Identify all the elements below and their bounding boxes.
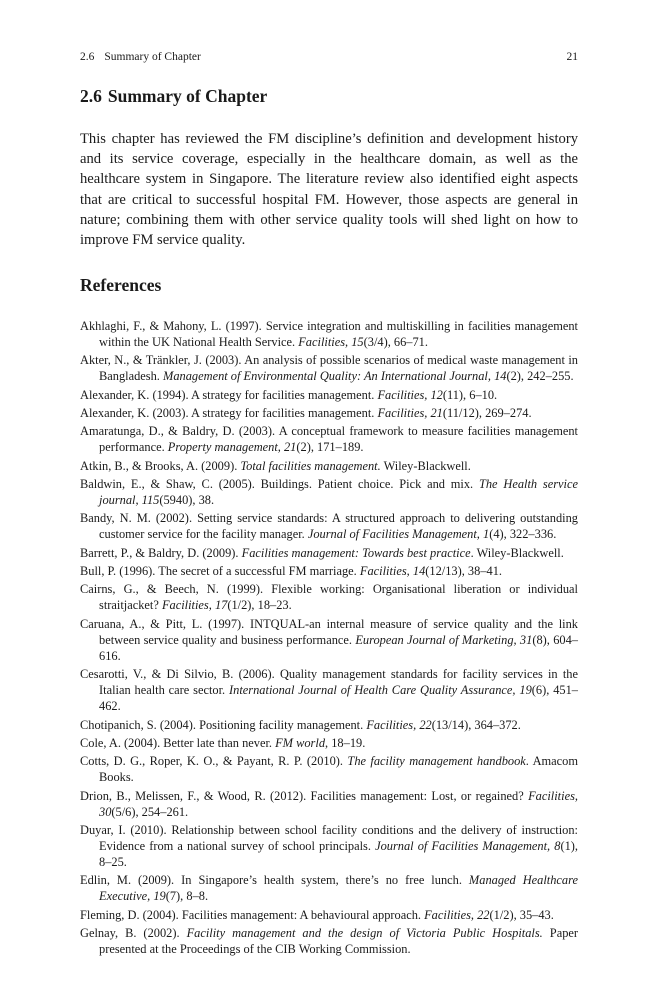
reference-source: Facilities, 12 — [377, 387, 443, 402]
running-head-title: Summary of Chapter — [104, 51, 201, 63]
reference-source: Facilities, 21 — [377, 406, 443, 421]
reference-item — [80, 387, 578, 403]
reference-item — [80, 872, 578, 904]
reference-text: Edlin, M. (2009). In Singapore’s health system, there’s no free lunch. — [80, 873, 469, 888]
reference-details: (1), 8–25. — [99, 839, 578, 870]
reference-source: Journal of Facilities Management, 8 — [375, 839, 561, 853]
reference-source: Facility management and the design of Victoria Public Hospitals. — [186, 926, 543, 941]
reference-text: Atkin, B., & Brooks, A. (2009). — [80, 458, 241, 473]
reference-text: Cairns, G., & Beech, N. (1999). Flexible working: Organisational liberation or individual straitjacket? — [80, 582, 578, 613]
references-list — [80, 318, 578, 959]
reference-source: Facilities, 22 — [424, 907, 490, 922]
reference-text: Alexander, K. (1994). A strategy for facilities management. — [80, 387, 378, 402]
reference-item — [80, 476, 578, 508]
reference-item — [80, 352, 578, 384]
reference-source: Journal of Facilities Management, 1 — [307, 527, 490, 542]
reference-source: FM world — [275, 735, 326, 750]
section-heading — [80, 86, 267, 107]
reference-text: Baldwin, E., & Shaw, C. (2005). Buildings. Patient choice. Pick and mix. — [80, 476, 479, 491]
reference-text: Cotts, D. G., Roper, K. O., & Payant, R. P. (2010). — [80, 754, 348, 769]
reference-details: (8), 604–616. — [99, 632, 578, 663]
reference-text: Bull, P. (1996). The secret of a successful FM marriage. — [80, 564, 360, 578]
running-head-number: 2.6 — [80, 51, 95, 63]
reference-item — [80, 735, 578, 751]
reference-details: (4), 322–336. — [489, 527, 557, 542]
reference-details: Paper presented at the Proceedings of the CIB Working Commission. — [99, 926, 579, 957]
reference-item — [80, 423, 578, 455]
reference-text: Akhlaghi, F., & Mahony, L. (1997). Service integration and multiskilling in facilities management within the UK National Health Service. — [80, 319, 578, 350]
reference-item — [80, 907, 578, 923]
reference-details: (2), 242–255. — [506, 369, 574, 384]
running-head — [80, 51, 578, 63]
reference-details: (3/4), 66–71. — [363, 335, 428, 350]
reference-source: Facilities management: Towards best practice — [241, 545, 471, 560]
reference-source: European Journal of Marketing, 31 — [355, 632, 533, 647]
reference-item — [80, 753, 578, 785]
running-head-section — [80, 51, 201, 63]
reference-item — [80, 788, 578, 820]
reference-text: Alexander, K. (2003). A strategy for facilities management. — [80, 406, 378, 421]
reference-item — [80, 458, 578, 474]
reference-text: Caruana, A., & Pitt, L. (1997). INTQUAL-an internal measure of service quality and the link between service quality and business performance. — [80, 616, 578, 647]
reference-item — [80, 717, 578, 733]
reference-source: The Health service journal, 115 — [99, 476, 578, 508]
reference-details: . Amacom Books. — [99, 754, 579, 785]
reference-item — [80, 616, 578, 664]
reference-details: (11/12), 269–274. — [442, 406, 532, 421]
reference-details: (5940), 38. — [159, 493, 215, 508]
reference-source: Facilities, 30 — [99, 788, 578, 819]
reference-item — [80, 318, 578, 350]
summary-paragraph: This chapter has reviewed the FM discipline’s definition and development history and its service coverage, especially in the healthcare domain, as well as the healthcare system in Singapore. The literature review also identified eight aspects that are critical to successful hospital FM. However, those aspects are general in nature; combining them with other service quality tools will shed light on how to improve FM service quality. — [80, 131, 578, 249]
reference-text: Chotipanich, S. (2004). Positioning facility management. — [80, 717, 367, 732]
reference-source: Facilities, 22 — [366, 717, 432, 732]
reference-text: Gelnay, B. (2002). — [80, 926, 187, 941]
reference-details: (5/6), 254–261. — [111, 804, 189, 819]
reference-item — [80, 666, 578, 714]
reference-text: Bandy, N. M. (2002). Setting service standards: A structured approach to delivering outstanding customer service for the facility manager. — [80, 511, 578, 542]
reference-source: Managed Healthcare Executive, 19 — [99, 873, 578, 904]
reference-item — [80, 822, 578, 870]
reference-item — [80, 510, 578, 542]
reference-source: Facilities, 14 — [359, 564, 426, 578]
reference-item — [80, 545, 578, 561]
reference-details: Wiley-Blackwell. — [380, 458, 471, 473]
reference-text: Cesarotti, V., & Di Silvio, B. (2006). Quality management standards for facility services in the Italian health care sector. — [80, 667, 578, 698]
reference-source: Management of Environmental Quality: An International Journal, 14 — [163, 369, 507, 384]
section-title: Summary of Chapter — [107, 86, 268, 106]
reference-source: Total facilities management. — [240, 458, 381, 473]
page-number: 21 — [566, 51, 578, 63]
reference-details: , 18–19. — [325, 735, 366, 750]
reference-text: Drion, B., Melissen, F., & Wood, R. (2012). Facilities management: Lost, or regained? — [80, 788, 529, 803]
reference-text: Fleming, D. (2004). Facilities management: A behavioural approach. — [80, 907, 425, 922]
reference-source: Facilities, 17 — [161, 598, 228, 613]
reference-item — [80, 563, 578, 579]
reference-details: (1/2), 18–23. — [227, 598, 292, 613]
reference-source: Facilities, 15 — [298, 335, 364, 350]
reference-source: Property management, 21 — [167, 440, 297, 455]
section-number: 2.6 — [80, 86, 102, 106]
reference-text: Duyar, I. (2010). Relationship between school facility conditions and the delivery of instruction: Evidence from a national survey of school principals. — [80, 822, 578, 853]
reference-details: (1/2), 35–43. — [489, 907, 554, 922]
references-heading: References — [80, 275, 162, 295]
reference-text: Cole, A. (2004). Better late than never. — [80, 735, 276, 750]
reference-details: (11), 6–10. — [442, 387, 498, 402]
reference-details: (13/14), 364–372. — [431, 717, 521, 732]
reference-item — [80, 405, 578, 421]
reference-details: (12/13), 38–41. — [425, 564, 503, 578]
reference-text: Akter, N., & Tränkler, J. (2003). An analysis of possible scenarios of medical waste management in Bangladesh. — [80, 353, 578, 384]
reference-item — [80, 925, 578, 957]
reference-details: . Wiley-Blackwell. — [470, 545, 564, 560]
reference-details: (6), 451–462. — [99, 683, 578, 714]
reference-source: International Journal of Health Care Quality Assurance, 19 — [229, 683, 532, 698]
reference-text: Barrett, P., & Baldry, D. (2009). — [80, 545, 242, 560]
reference-details: (7), 8–8. — [165, 889, 209, 904]
reference-item — [80, 581, 578, 613]
reference-text: Amaratunga, D., & Baldry, D. (2003). A conceptual framework to measure facilities management performance. — [80, 424, 578, 455]
reference-source: The facility management handbook — [347, 754, 526, 769]
reference-details: (2), 171–189. — [296, 440, 364, 455]
